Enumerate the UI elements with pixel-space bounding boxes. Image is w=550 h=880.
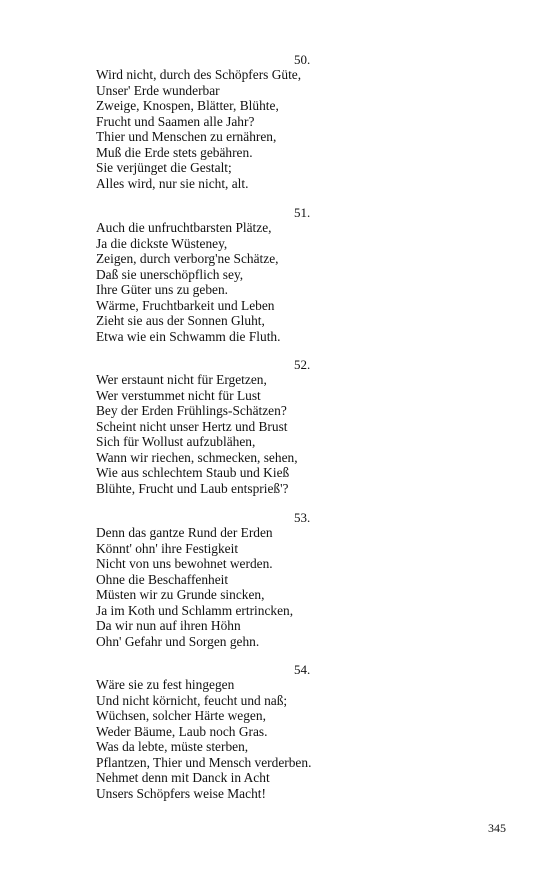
stanza-lines <box>96 67 301 191</box>
verse-line: Nicht von uns bewohnet werden. <box>96 556 273 571</box>
verse-line: Könnt' ohn' ihre Festigkeit <box>96 540 239 556</box>
verse-line: Zeigen, durch verborg'ne Schätze, <box>96 251 279 266</box>
stanza-number: 52. <box>294 357 311 372</box>
verse-line: Wird nicht, durch des Schöpfers Güte, <box>96 67 302 82</box>
verse-line: Etwa wie ein Schwamm die Fluth. <box>96 328 281 344</box>
verse-line: Wer verstummet nicht für Lust <box>96 387 261 403</box>
stanza-lines <box>96 372 298 496</box>
verse-line: Wüchsen, solcher Härte wegen, <box>96 708 266 723</box>
verse-line: Wie aus schlechtem Staub und Kieß <box>96 465 290 480</box>
stanza-lines <box>96 677 311 801</box>
stanza-lines <box>96 525 293 649</box>
verse-line: Wann wir riechen, schmecken, sehen, <box>96 449 298 465</box>
stanza-number: 54. <box>294 662 311 677</box>
verse-line: Ohn' Gefahr und Sorgen gehn. <box>96 633 260 649</box>
verse-line: Denn das gantze Rund der Erden <box>96 525 273 540</box>
verse-line: Was da lebte, müste sterben, <box>96 739 249 754</box>
verse-line: Müsten wir zu Grunde sincken, <box>96 587 265 602</box>
verse-line: Unser' Erde wunderbar <box>96 82 220 98</box>
verse-line: Nehmet denn mit Danck in Acht <box>96 770 270 785</box>
verse-line: Ja im Koth und Schlamm ertrincken, <box>96 602 294 618</box>
verse-line: Alles wird, nur sie nicht, alt. <box>96 175 249 191</box>
verse-line: Daß sie unerschöpflich sey, <box>96 266 244 282</box>
stanza-number: 50. <box>294 52 311 67</box>
verse-line: Und nicht körnicht, feucht und naß; <box>96 692 288 708</box>
verse-line: Unsers Schöpfers weise Macht! <box>96 785 266 801</box>
verse-line: Pflantzen, Thier und Mensch verderben. <box>96 754 312 770</box>
page-number: 345 <box>488 821 506 835</box>
verse-line: Weder Bäume, Laub noch Gras. <box>96 723 268 739</box>
verse-line: Sie verjünget die Gestalt; <box>96 160 232 175</box>
verse-line: Scheint nicht unser Hertz und Brust <box>96 418 288 434</box>
verse-line: Zieht sie aus der Sonnen Gluht, <box>96 313 265 328</box>
verse-line: Muß die Erde stets gebähren. <box>96 144 253 160</box>
verse-line: Auch die unfruchtbarsten Plätze, <box>96 220 272 235</box>
verse-line: Ohne die Beschaffenheit <box>96 571 229 587</box>
verse-line: Wer erstaunt nicht für Ergetzen, <box>96 372 267 387</box>
verse-line: Sich für Wollust aufzublähen, <box>96 434 256 449</box>
stanza-lines <box>96 220 280 344</box>
verse-line: Blühte, Frucht und Laub entsprieß'? <box>96 480 289 496</box>
verse-line: Wärme, Fruchtbarkeit und Leben <box>96 297 275 313</box>
verse-line: Thier und Menschen zu ernähren, <box>96 129 277 144</box>
verse-line: Bey der Erden Frühlings-Schätzen? <box>96 403 287 418</box>
verse-line: Da wir nun auf ihren Höhn <box>96 618 241 633</box>
verse-line: Ihre Güter uns zu geben. <box>96 282 228 297</box>
verse-line: Ja die dickste Wüsteney, <box>96 235 228 251</box>
stanza-number: 53. <box>294 510 311 525</box>
verse-line: Wäre sie zu fest hingegen <box>96 677 235 692</box>
verse-line: Zweige, Knospen, Blätter, Blühte, <box>96 98 279 113</box>
verse-line: Frucht und Saamen alle Jahr? <box>96 113 255 129</box>
stanza-number: 51. <box>294 205 311 220</box>
